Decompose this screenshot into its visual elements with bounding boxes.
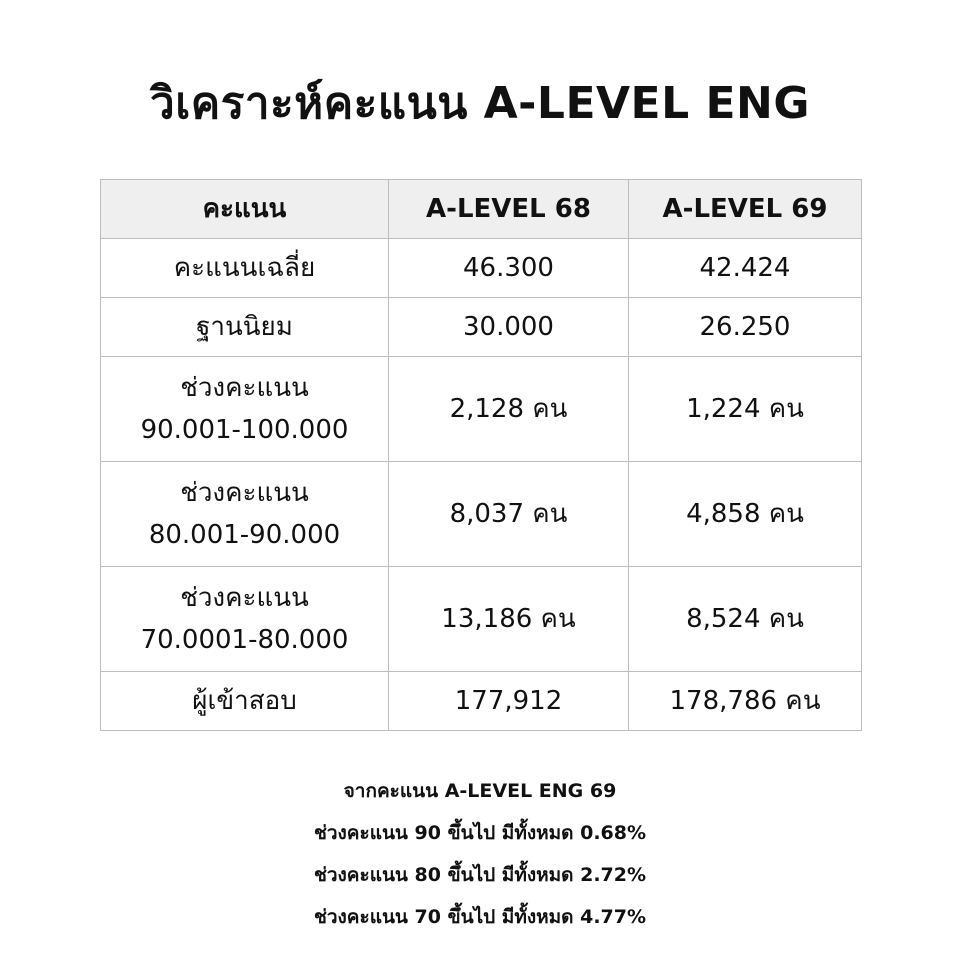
value-a-level-69: 4,858 คน bbox=[629, 462, 862, 567]
row-label: ฐานนิยม bbox=[101, 298, 389, 357]
score-comparison-table bbox=[100, 179, 862, 731]
header-a-level-69: A-LEVEL 69 bbox=[629, 180, 862, 239]
table-row bbox=[101, 672, 862, 731]
table-row bbox=[101, 239, 862, 298]
summary-line-70: ช่วงคะแนน 70 ขึ้นไป มีทั้งหมด 4.77% bbox=[313, 906, 647, 928]
summary-heading: จากคะแนน A-LEVEL ENG 69 bbox=[343, 780, 617, 802]
row-label bbox=[101, 567, 389, 672]
value-a-level-68: 46.300 bbox=[389, 239, 629, 298]
row-label bbox=[101, 357, 389, 462]
row-label: คะแนนเฉลี่ย bbox=[101, 239, 389, 298]
header-score: คะแนน bbox=[101, 180, 389, 239]
value-a-level-69: 42.424 bbox=[629, 239, 862, 298]
row-label: ผู้เข้าสอบ bbox=[101, 672, 389, 731]
table-row bbox=[101, 357, 862, 462]
row-label-line-1: ช่วงคะแนน bbox=[180, 373, 309, 403]
value-a-level-68: 177,912 bbox=[389, 672, 629, 731]
table-row bbox=[101, 298, 862, 357]
summary-block bbox=[0, 770, 960, 938]
row-label-line-1: ช่วงคะแนน bbox=[180, 583, 309, 613]
value-a-level-68: 2,128 คน bbox=[389, 357, 629, 462]
header-a-level-68: A-LEVEL 68 bbox=[389, 180, 629, 239]
value-a-level-69: 26.250 bbox=[629, 298, 862, 357]
page-title: วิเคราะห์คะแนน A-LEVEL ENG bbox=[150, 78, 810, 129]
value-a-level-69: 178,786 คน bbox=[629, 672, 862, 731]
value-a-level-68: 13,186 คน bbox=[389, 567, 629, 672]
summary-line-90: ช่วงคะแนน 90 ขึ้นไป มีทั้งหมด 0.68% bbox=[313, 822, 647, 844]
row-label-line-1: ช่วงคะแนน bbox=[180, 478, 309, 508]
row-label bbox=[101, 462, 389, 567]
value-a-level-68: 8,037 คน bbox=[389, 462, 629, 567]
value-a-level-68: 30.000 bbox=[389, 298, 629, 357]
row-label-line-2: 90.001-100.000 bbox=[140, 415, 349, 445]
summary-line-80: ช่วงคะแนน 80 ขึ้นไป มีทั้งหมด 2.72% bbox=[313, 864, 647, 886]
table-row bbox=[101, 567, 862, 672]
value-a-level-69: 1,224 คน bbox=[629, 357, 862, 462]
row-label-line-2: 70.0001-80.000 bbox=[140, 625, 349, 655]
row-label-line-2: 80.001-90.000 bbox=[148, 520, 341, 550]
table-row bbox=[101, 462, 862, 567]
value-a-level-69: 8,524 คน bbox=[629, 567, 862, 672]
table-header-row bbox=[101, 180, 862, 239]
